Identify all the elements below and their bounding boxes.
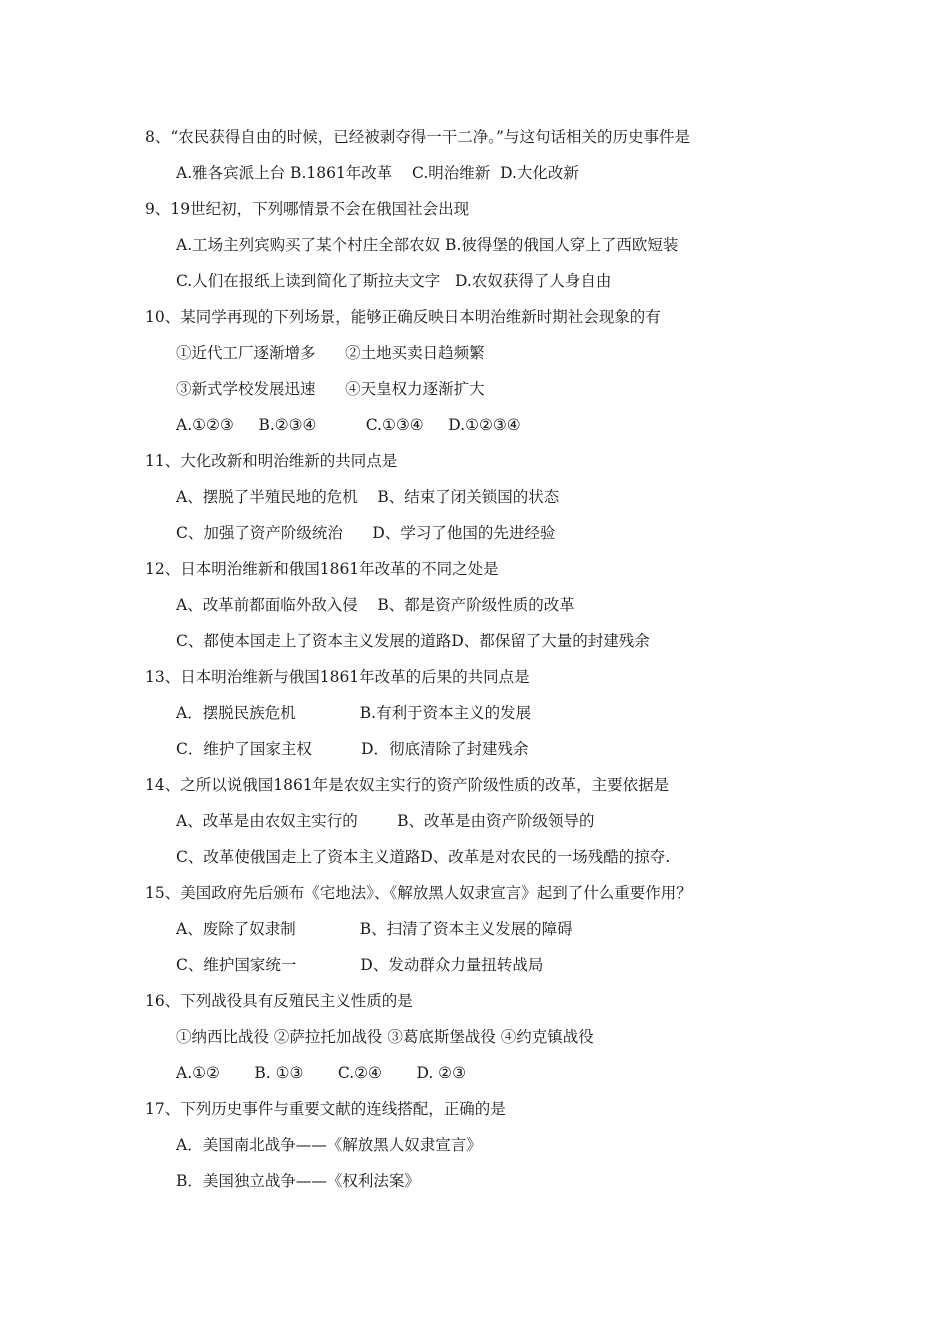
question-9-option-row-2: C.人们在报纸上读到简化了斯拉夫文字 D.农奴获得了人身自由 xyxy=(176,272,612,290)
question-13-option-row-2: C．维护了国家主权 D．彻底清除了封建残余 xyxy=(176,740,529,758)
question-8-stem: 8、“农民获得自由的时候，已经被剥夺得一干二净。”与这句话相关的历史事件是 xyxy=(145,128,690,146)
question-16-items: ①纳西比战役 ②萨拉托加战役 ③葛底斯堡战役 ④约克镇战役 xyxy=(176,1028,594,1046)
question-16-stem: 16、下列战役具有反殖民主义性质的是 xyxy=(145,992,413,1010)
question-17-stem: 17、下列历史事件与重要文献的连线搭配，正确的是 xyxy=(145,1100,506,1118)
question-11-stem: 11、大化改新和明治维新的共同点是 xyxy=(145,452,398,470)
question-12-option-row-1: A、改革前都面临外敌入侵 B、都是资产阶级性质的改革 xyxy=(176,596,575,614)
question-10-stem: 10、某同学再现的下列场景，能够正确反映日本明治维新时期社会现象的有 xyxy=(145,308,661,326)
question-10-item-row-1: ①近代工厂逐渐增多 ②土地买卖日趋频繁 xyxy=(176,344,485,362)
question-13-option-row-1: A．摆脱民族危机 B.有利于资本主义的发展 xyxy=(176,704,532,722)
question-9-option-row-1: A.工场主列宾购买了某个村庄全部农奴 B.彼得堡的俄国人穿上了西欧短装 xyxy=(176,236,679,254)
question-10-options: A.①②③ B.②③④ C.①③④ D.①②③④ xyxy=(176,416,521,434)
question-14-option-row-1: A、改革是由农奴主实行的 B、改革是由资产阶级领导的 xyxy=(176,812,595,830)
question-15-option-row-1: A、废除了奴隶制 B、扫清了资本主义发展的障碍 xyxy=(176,920,573,938)
question-15-option-row-2: C、维护国家统一 D、发动群众力量扭转战局 xyxy=(176,956,544,974)
question-11-option-row-1: A、摆脱了半殖民地的危机 B、结束了闭关锁国的状态 xyxy=(176,488,560,506)
question-12-stem: 12、日本明治维新和俄国1861年改革的不同之处是 xyxy=(145,560,499,578)
question-16-options: A.①② B. ①③ C.②④ D. ②③ xyxy=(176,1064,466,1082)
question-14-stem: 14、之所以说俄国1861年是农奴主实行的资产阶级性质的改革，主要依据是 xyxy=(145,776,670,794)
question-12-option-row-2: C、都使本国走上了资本主义发展的道路D、都保留了大量的封建残余 xyxy=(176,632,650,650)
question-15-stem: 15、美国政府先后颁布《宅地法》、《解放黑人奴隶宣言》起到了什么重要作用？ xyxy=(145,884,692,902)
question-11-option-row-2: C、加强了资产阶级统治 D、学习了他国的先进经验 xyxy=(176,524,556,542)
question-9-stem: 9、19世纪初，下列哪情景不会在俄国社会出现 xyxy=(145,200,470,218)
question-17-option-b: B．美国独立战争——《权利法案》 xyxy=(176,1172,420,1190)
question-8-options: A.雅各宾派上台 B.1861年改革 C.明治维新 D.大化改新 xyxy=(176,164,579,182)
question-14-option-row-2: C、改革使俄国走上了资本主义道路D、改革是对农民的一场残酷的掠夺. xyxy=(176,848,671,866)
question-10-item-row-2: ③新式学校发展迅速 ④天皇权力逐渐扩大 xyxy=(176,380,485,398)
question-13-stem: 13、日本明治维新与俄国1861年改革的后果的共同点是 xyxy=(145,668,530,686)
question-17-option-a: A．美国南北战争——《解放黑人奴隶宣言》 xyxy=(176,1136,482,1154)
